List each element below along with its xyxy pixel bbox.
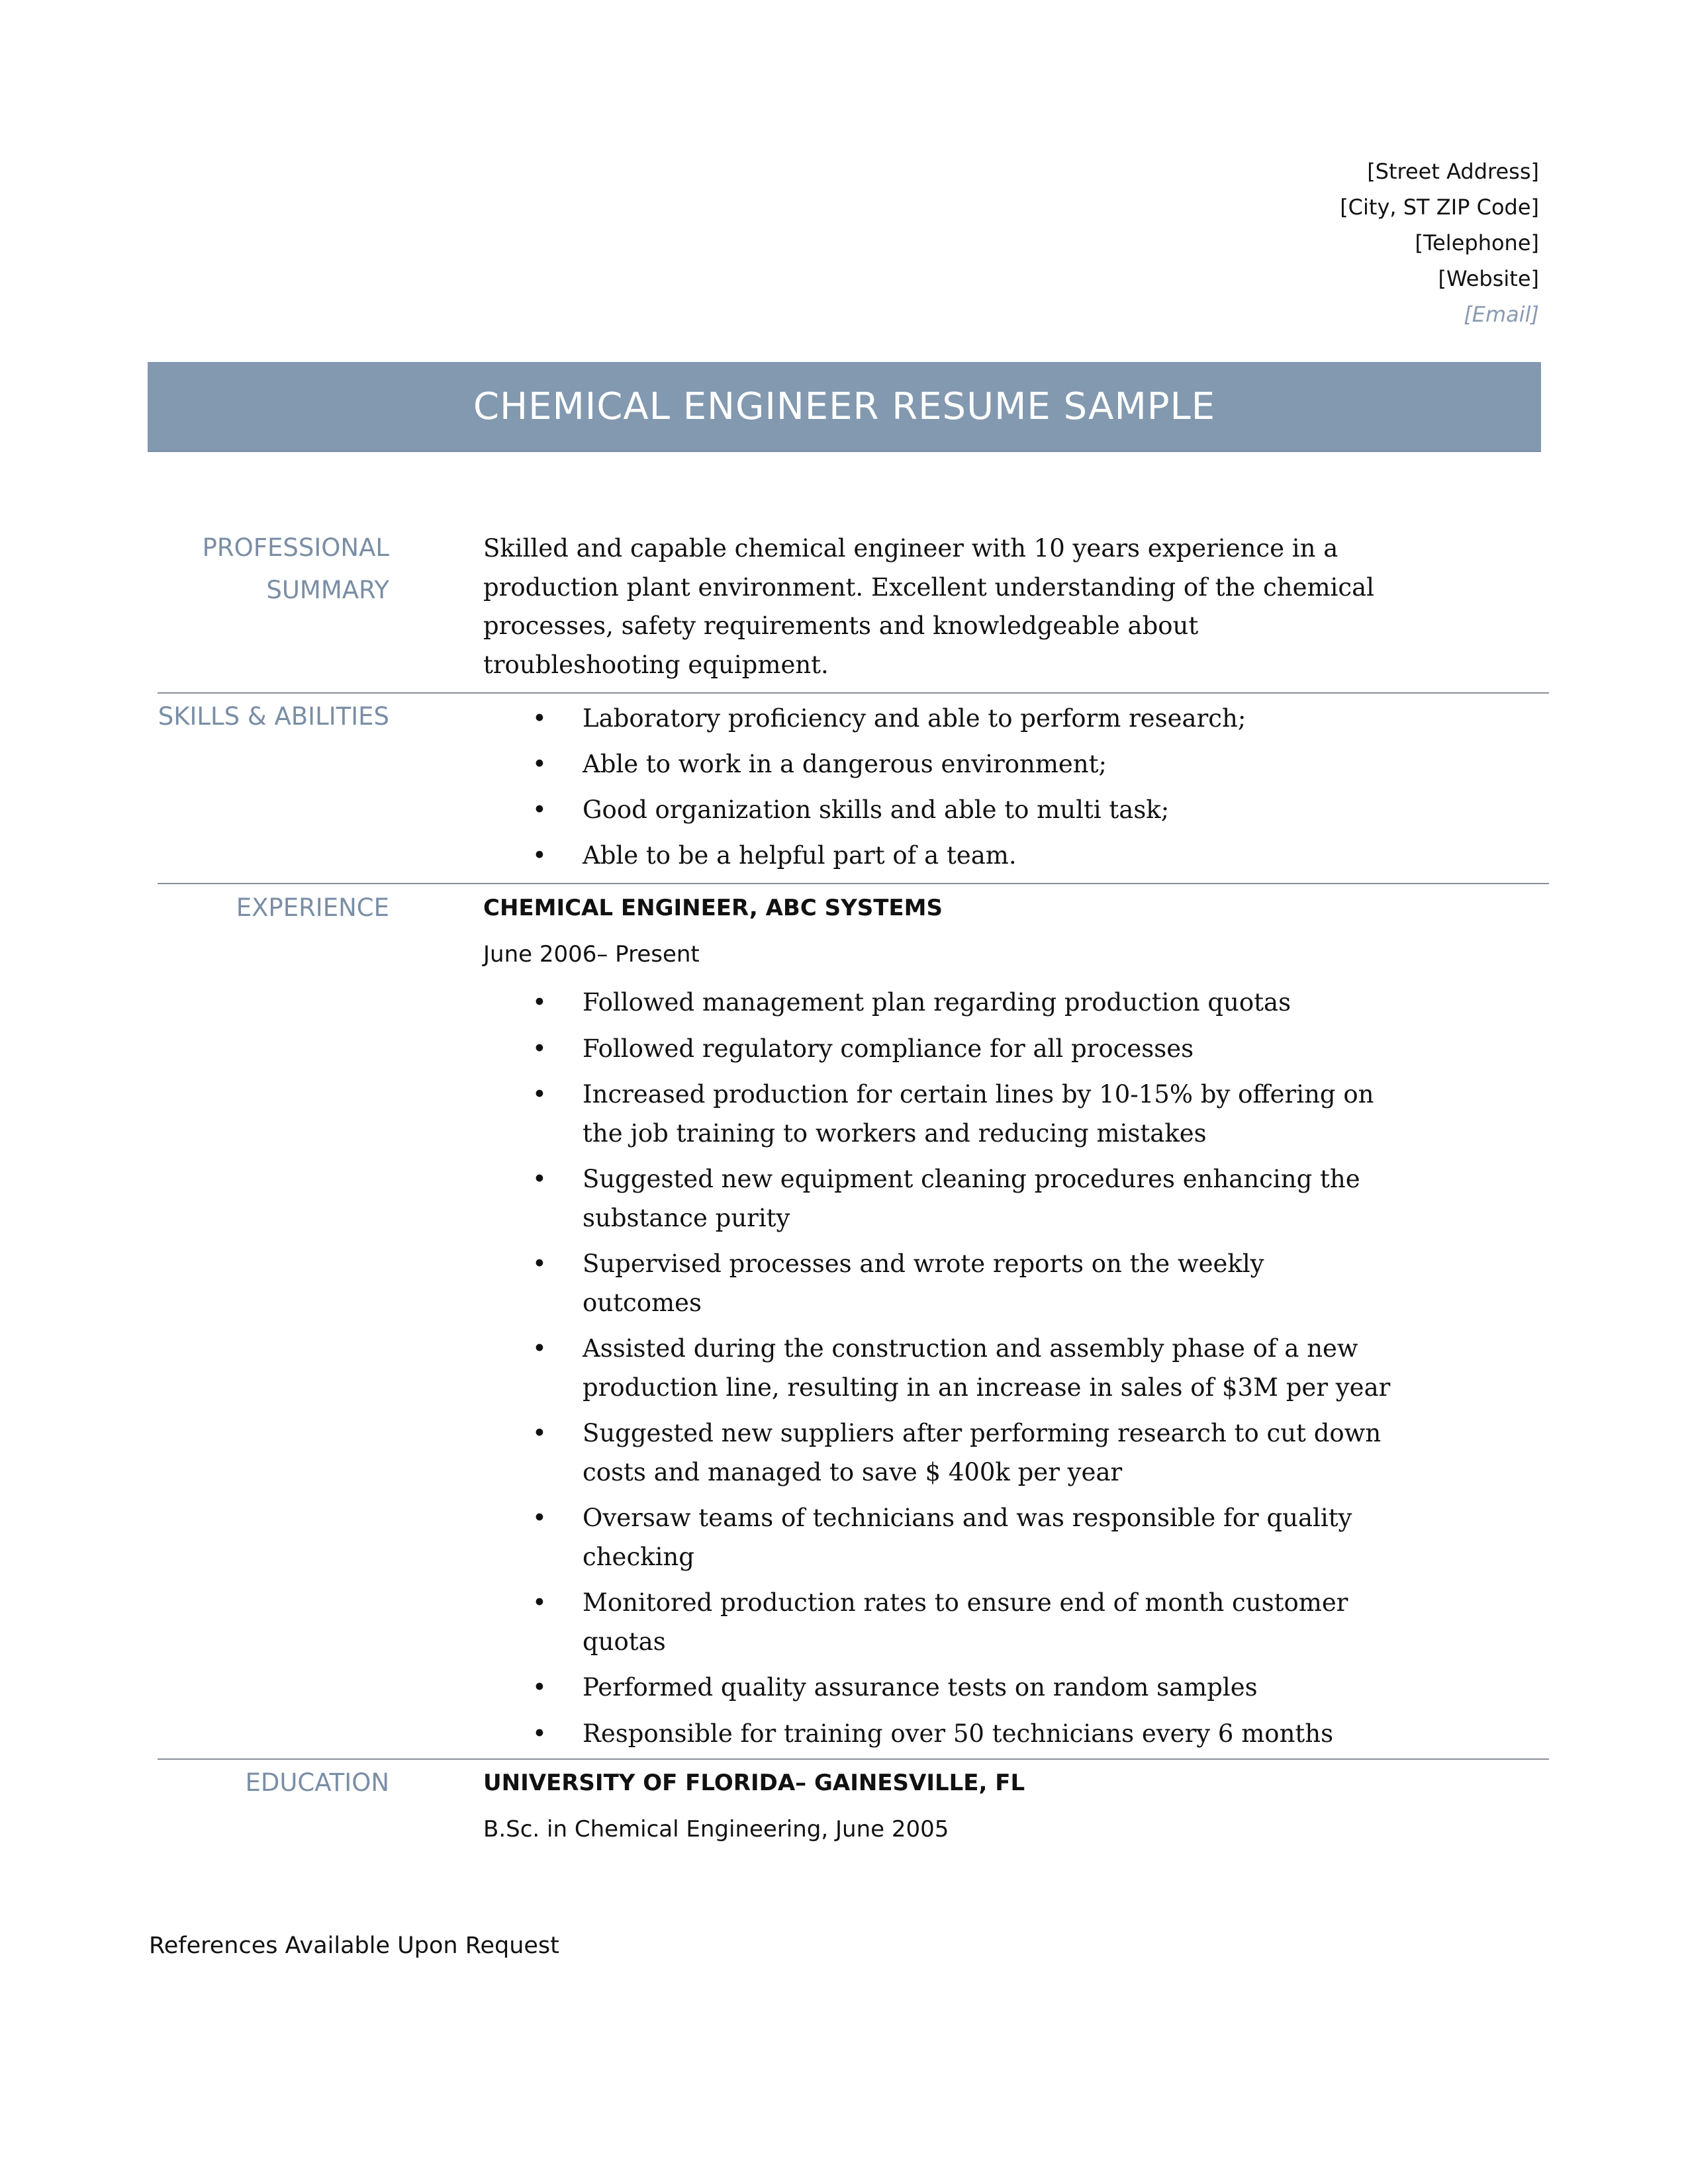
experience-label: EXPERIENCE: [236, 893, 389, 922]
school-name: UNIVERSITY OF FLORIDA– GAINESVILLE, FL: [483, 1770, 1025, 1796]
list-item: • Good organization skills and able to multi task;: [483, 787, 1523, 833]
summary-text: [483, 529, 1523, 684]
summary-label: [158, 527, 389, 612]
list-item: • Followed regulatory compliance for all processes: [483, 1030, 1523, 1069]
list-item: • Supervised processes and wrote reports on the weekly outcomes: [483, 1245, 1523, 1322]
list-item: • Able to work in a dangerous environment;: [483, 741, 1523, 787]
website: [Website]: [1438, 266, 1539, 291]
list-item: • Monitored production rates to ensure end of month customer quotas: [483, 1584, 1523, 1661]
list-item: • Followed management plan regarding production quotas: [483, 983, 1523, 1023]
education-label: EDUCATION: [245, 1768, 389, 1797]
summary-line: production plant environment. Excellent understanding of the chemical: [483, 572, 1375, 602]
page-title: CHEMICAL ENGINEER RESUME SAMPLE: [473, 385, 1216, 428]
list-item: • Oversaw teams of technicians and was responsible for quality checking: [483, 1499, 1523, 1576]
skills-list: [483, 696, 1523, 878]
list-item: • Increased production for certain lines by 10-15% by offering on the job training to workers and reducing mistakes: [483, 1075, 1523, 1153]
contact-block: [1340, 154, 1539, 332]
summary-line: Skilled and capable chemical engineer with 10 years experience in a: [483, 534, 1338, 563]
list-item: • Assisted during the construction and assembly phase of a new production line, resulting in an increase in sales of $3M per year: [483, 1330, 1523, 1407]
summary-label-line: SUMMARY: [266, 576, 389, 604]
list-item: • Able to be a helpful part of a team.: [483, 833, 1523, 878]
summary-label-line: PROFESSIONAL: [202, 533, 389, 562]
email: [Email]: [1464, 302, 1539, 327]
street-address: [Street Address]: [1367, 159, 1539, 184]
experience-list: [483, 983, 1523, 1760]
degree: B.Sc. in Chemical Engineering, June 2005: [483, 1816, 949, 1843]
list-item: • Suggested new equipment cleaning procedures enhancing the substance purity: [483, 1160, 1523, 1238]
summary-line: troubleshooting equipment.: [483, 650, 829, 679]
section-divider: [158, 1758, 1549, 1760]
list-item: • Performed quality assurance tests on random samples: [483, 1668, 1523, 1707]
list-item: • Laboratory proficiency and able to perform research;: [483, 696, 1523, 741]
list-item: • Responsible for training over 50 technicians every 6 months: [483, 1715, 1523, 1754]
city-state-zip: [City, ST ZIP Code]: [1340, 195, 1539, 220]
title-banner: [148, 362, 1541, 452]
summary-line: processes, safety requirements and knowledgeable about: [483, 612, 1199, 640]
section-divider: [158, 883, 1549, 884]
skills-label: SKILLS & ABILITIES: [158, 702, 389, 731]
list-item: • Suggested new suppliers after performing research to cut down costs and managed to save $ 400k per year: [483, 1414, 1523, 1492]
section-divider: [158, 692, 1549, 694]
job-dates: June 2006– Present: [483, 941, 700, 968]
telephone: [Telephone]: [1415, 230, 1539, 255]
job-title: CHEMICAL ENGINEER, ABC SYSTEMS: [483, 895, 943, 921]
references-note: References Available Upon Request: [149, 1933, 559, 1959]
